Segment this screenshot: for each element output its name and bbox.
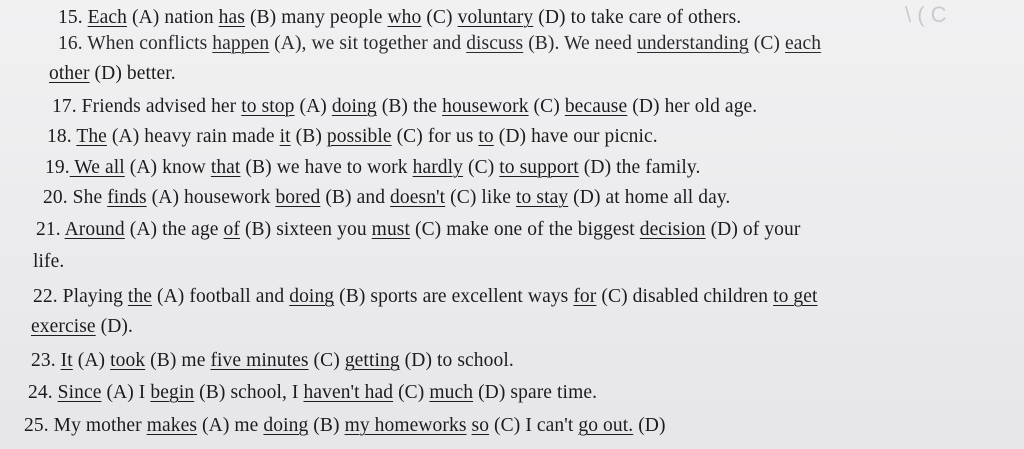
underlined-option-text: other [49, 63, 90, 84]
question-text: (C) like [445, 187, 517, 208]
underlined-option-text: makes [146, 415, 198, 436]
question-text: (B). We need [523, 33, 637, 54]
underlined-option-text: has [218, 7, 245, 28]
question-text: (C) [393, 382, 430, 403]
question-20-line [43, 188, 730, 208]
underlined-option-text: five minutes [210, 350, 309, 371]
underlined-option-text: bored [275, 187, 321, 208]
underlined-option-text: must [371, 219, 410, 240]
question-text: (A) me [197, 415, 264, 436]
question-18-line [47, 127, 658, 147]
underlined-option-text: It [60, 350, 73, 371]
question-text: (B) the [376, 96, 443, 117]
question-text: (D). [95, 316, 133, 337]
question-text: (C) [308, 350, 345, 371]
question-text: (A) the age [124, 219, 224, 240]
question-21-continuation [33, 252, 64, 272]
question-text: (D) have our picnic. [493, 126, 658, 147]
underlined-option-text: hardly [412, 157, 464, 178]
question-text: (B) many people [244, 7, 388, 28]
question-text: (A) know [124, 157, 211, 178]
underlined-option-text: finds [107, 187, 147, 208]
underlined-option-text: discuss [466, 33, 524, 54]
question-text: 20. She [43, 187, 108, 208]
question-text: 21. [36, 219, 65, 240]
question-text: (D) to take care of others. [533, 7, 742, 28]
question-22-line [33, 287, 818, 307]
underlined-option-text: much [429, 382, 474, 403]
question-text: (B) me [145, 350, 211, 371]
underlined-option-text: each [785, 33, 822, 54]
question-text: (A) [294, 96, 332, 117]
question-text: (C) [421, 7, 458, 28]
underlined-option-text: We all [69, 157, 125, 178]
question-text: (A), we sit together and [269, 33, 467, 54]
question-15-line [58, 8, 741, 28]
question-24-line [28, 383, 597, 403]
underlined-option-text: that [210, 157, 241, 178]
question-text: (C) for us [391, 126, 479, 147]
underlined-option-text: to stop [241, 96, 295, 117]
question-text: (D) to school. [399, 350, 514, 371]
underlined-option-text: go out. [578, 415, 634, 436]
question-25-line [24, 416, 666, 436]
question-21-line [36, 220, 800, 240]
question-text: (A) football and [152, 286, 290, 307]
question-text: (B) [308, 415, 345, 436]
question-text: (C) make one of the biggest [410, 219, 640, 240]
underlined-option-text: doesn't [390, 187, 446, 208]
underlined-option-text: who [387, 7, 422, 28]
underlined-option-text: happen [212, 33, 270, 54]
question-text: 15. [58, 7, 88, 28]
question-text: (B) sports are excellent ways [334, 286, 574, 307]
underlined-option-text: begin [150, 382, 195, 403]
question-text: 17. Friends advised her [52, 96, 242, 117]
underlined-option-text: to get [773, 286, 818, 307]
question-text: 16. When conflicts [58, 33, 213, 54]
question-text: (A) housework [146, 187, 276, 208]
question-text: (B) and [320, 187, 391, 208]
question-text: 18. [47, 126, 77, 147]
question-23-line [31, 351, 514, 371]
underlined-option-text: to stay [516, 187, 569, 208]
question-22-continuation [31, 317, 133, 337]
underlined-option-text: haven't had [303, 382, 394, 403]
question-text: (D) of your [705, 219, 801, 240]
question-16-continuation [49, 64, 176, 84]
faint-pen-mark: \ ( C [905, 2, 947, 27]
question-text: (B) we have to work [240, 157, 413, 178]
underlined-option-text: Each [87, 7, 128, 28]
question-text: (D) her old age. [627, 96, 758, 117]
question-text: 23. [31, 350, 61, 371]
question-text: (D) spare time. [473, 382, 598, 403]
question-text: (B) [290, 126, 327, 147]
question-text: (A) I [101, 382, 151, 403]
question-text: (A) nation [127, 7, 219, 28]
question-text: (C) disabled children [596, 286, 774, 307]
question-text: (C) [748, 33, 785, 54]
question-text: (A) heavy rain made [106, 126, 280, 147]
underlined-option-text: voluntary [457, 7, 534, 28]
question-text: (C) [528, 96, 565, 117]
question-text: (D) at home all day. [568, 187, 731, 208]
underlined-option-text: to support [499, 157, 579, 178]
question-text: 22. Playing [33, 286, 128, 307]
underlined-option-text: took [110, 350, 146, 371]
question-text: (B) school, I [194, 382, 304, 403]
question-text: (C) I can't [489, 415, 579, 436]
underlined-option-text: understanding [636, 33, 749, 54]
underlined-option-text: it [279, 126, 291, 147]
underlined-option-text: the [127, 286, 153, 307]
underlined-option-text: housework [442, 96, 529, 117]
question-text: 24. [28, 382, 58, 403]
underlined-option-text: The [76, 126, 107, 147]
underlined-option-text: decision [639, 219, 706, 240]
underlined-option-text: so [471, 415, 490, 436]
question-16-line [58, 34, 821, 54]
underlined-option-text: doing [263, 415, 309, 436]
question-text: (B) sixteen you [239, 219, 372, 240]
question-text: life. [33, 251, 65, 272]
underlined-option-text: my homeworks [344, 415, 467, 436]
underlined-option-text: doing [331, 96, 377, 117]
question-text: (D) the family. [578, 157, 701, 178]
question-17-line [52, 97, 757, 117]
underlined-option-text: to [478, 126, 494, 147]
question-text: (D) better. [89, 63, 176, 84]
question-text: (A) [72, 350, 111, 371]
underlined-option-text: for [573, 286, 597, 307]
underlined-option-text: getting [344, 350, 400, 371]
question-text: 25. My mother [24, 415, 147, 436]
question-text: 19. [45, 157, 70, 178]
underlined-option-text: Around [64, 219, 125, 240]
underlined-option-text: of [223, 219, 240, 240]
question-text: (D) [633, 415, 666, 436]
underlined-option-text: possible [326, 126, 392, 147]
question-19-line [45, 158, 700, 178]
underlined-option-text: exercise [31, 316, 96, 337]
underlined-option-text: Since [57, 382, 102, 403]
underlined-option-text: because [564, 96, 628, 117]
question-text: (C) [463, 157, 500, 178]
underlined-option-text: doing [289, 286, 335, 307]
